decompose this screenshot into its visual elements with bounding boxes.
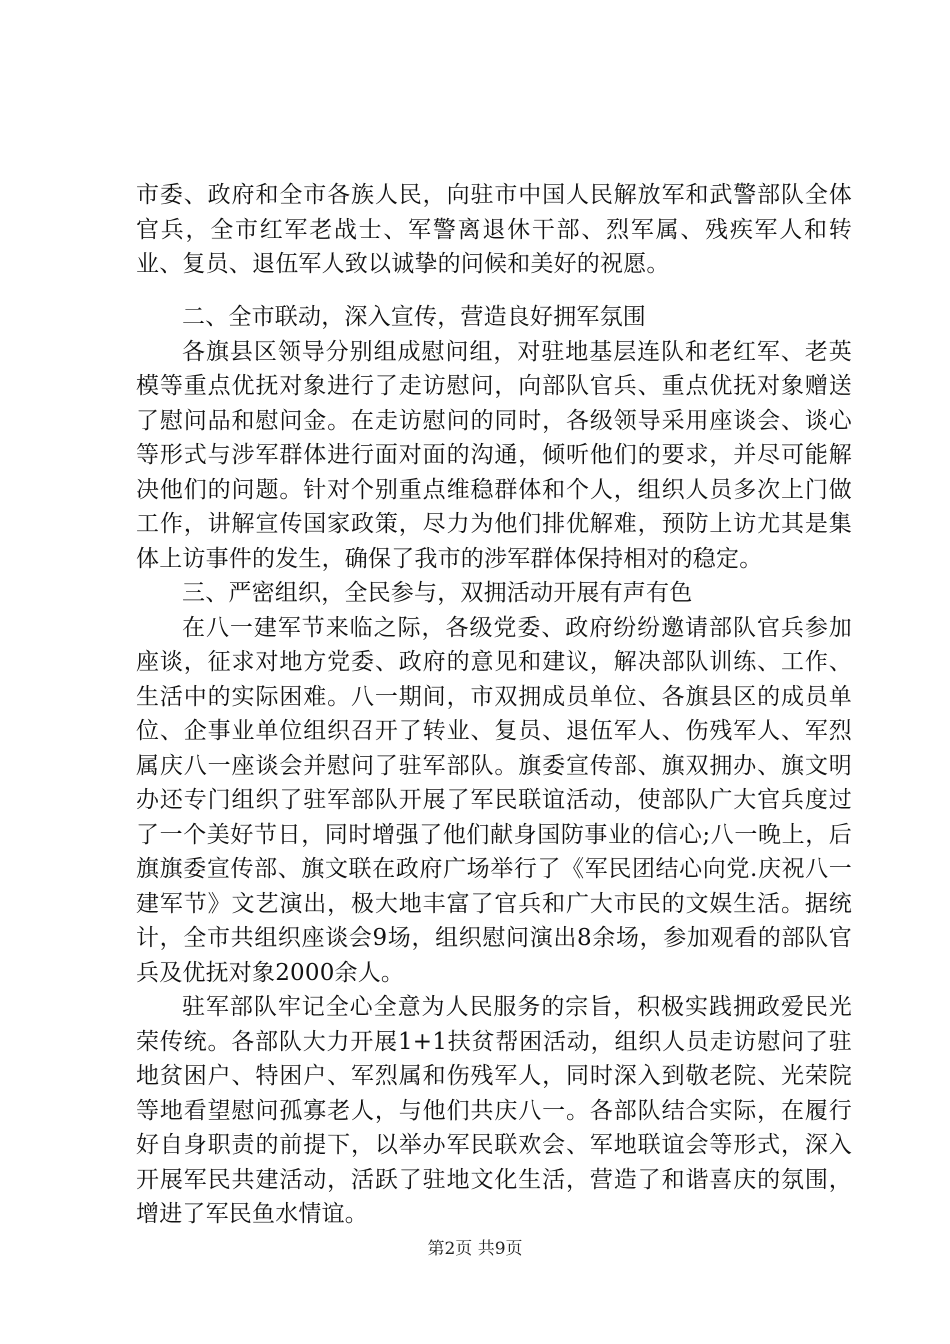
section-heading-3: 三、严密组织，全民参与，双拥活动开展有声有色 — [182, 580, 693, 606]
page-footer: 第2页 共9页 — [427, 1239, 523, 1259]
section-heading-2: 二、全市联动，深入宣传，营造良好拥军氛围 — [182, 304, 646, 330]
paragraph-continued: 市委、政府和全市各族人民，向驻市中国人民解放军和武警部队全体官兵，全市红军老战士、军警离退休干部、烈军属、残疾军人和转业、复员、退伍军人致以诚挚的问候和美好的祝愿。 — [136, 182, 852, 277]
paragraph-visits: 各旗县区领导分别组成慰问组，对驻地基层连队和老红军、老英模等重点优抚对象进行了走访慰问，向部队官兵、重点优抚对象赠送了慰问品和慰问金。在走访慰问的同时，各级领导采用座谈会、谈心等形式与涉军群体进行面对面的沟通，倾听他们的要求，并尽可能解决他们的问题。针对个别重点维稳群体和个人，组织人员多次上门做工作，讲解宣传国家政策，尽力为他们排优解难，预防上访尤其是集体上访事件的发生，确保了我市的涉军群体保持相对的稳定。 — [136, 338, 852, 572]
text-block-main — [136, 300, 852, 1232]
paragraph-august-first: 在八一建军节来临之际，各级党委、政府纷纷邀请部队官兵参加座谈，征求对地方党委、政府的意见和建议，解决部队训练、工作、生活中的实际困难。八一期间，市双拥成员单位、各旗县区的成员单位、企事业单位组织召开了转业、复员、退伍军人、伤残军人、军烈属庆八一座谈会并慰问了驻军部队。旗委宣传部、旗双拥办、旗文明办还专门组织了驻军部队开展了军民联谊活动，使部队广大官兵度过了一个美好节日，同时增强了他们献身国防事业的信心;八一晚上，后旗旗委宣传部、旗文联在政府广场举行了《军民团结心向党.庆祝八一建军节》文艺演出，极大地丰富了官兵和广大市民的文娱生活。据统计，全市共组织座谈会9场，组织慰问演出8余场，参加观看的部队官兵及优抚对象2000余人。 — [136, 614, 852, 986]
text-block-top — [136, 178, 852, 282]
paragraph-garrison: 驻军部队牢记全心全意为人民服务的宗旨，积极实践拥政爱民光荣传统。各部队大力开展1+1扶贫帮困活动，组织人员走访慰问了驻地贫困户、特困户、军烈属和伤残军人，同时深入到敬老院、光荣院等地看望慰问孤寡老人，与他们共庆八一。各部队结合实际，在履行好自身职责的前提下，以举办军民联欢会、军地联谊会等形式，深入开展军民共建活动，活跃了驻地文化生活，营造了和谐喜庆的氛围，增进了军民鱼水情谊。 — [136, 994, 852, 1227]
